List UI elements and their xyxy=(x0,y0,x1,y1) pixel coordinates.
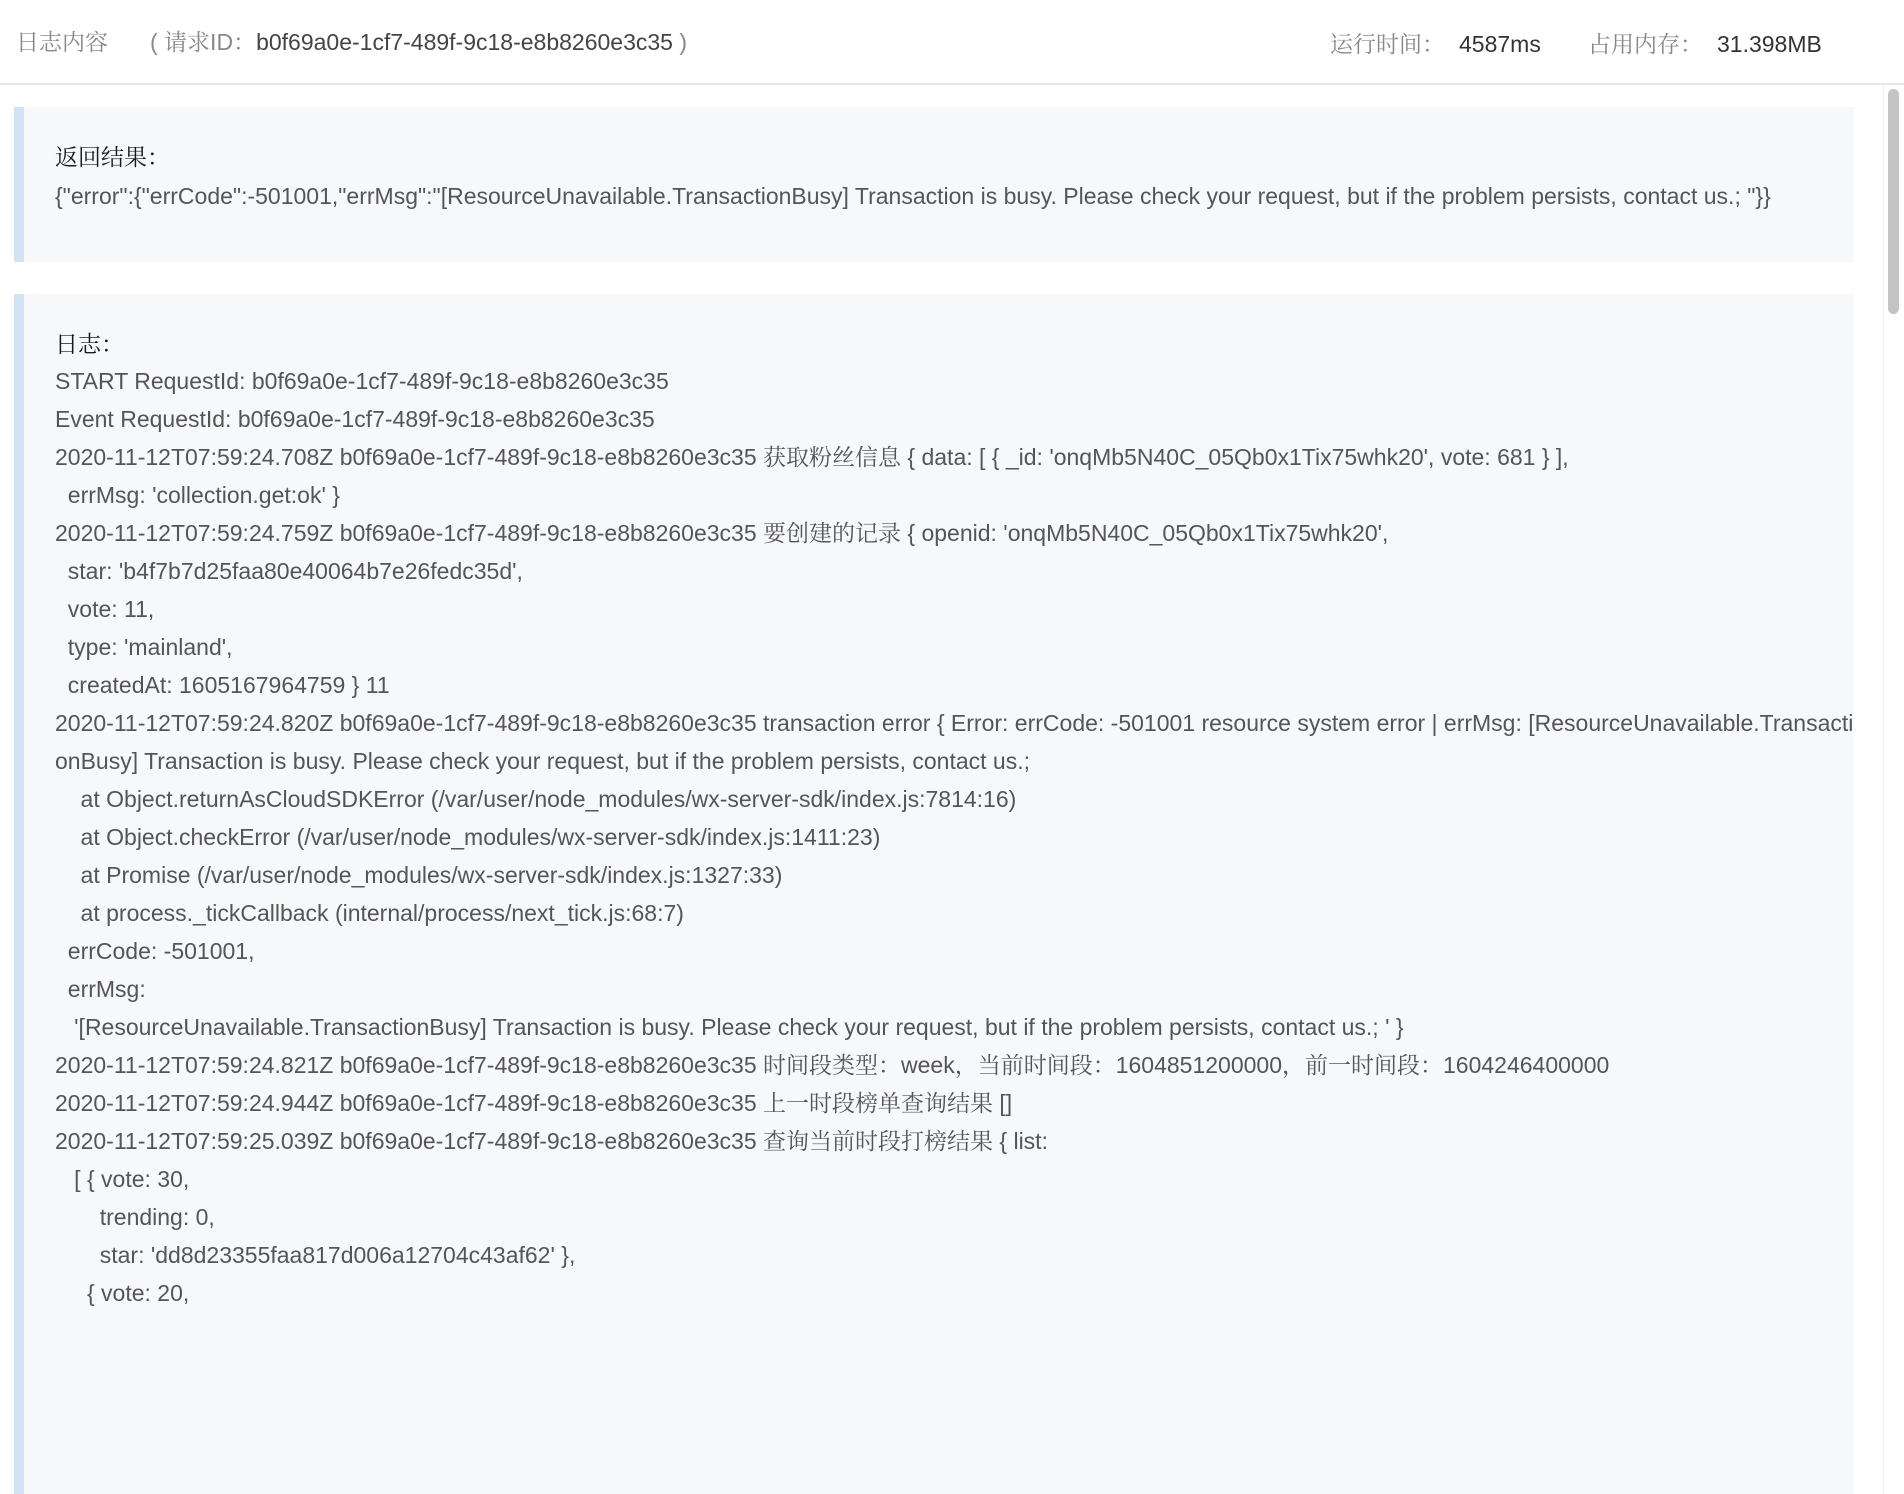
memory-metric xyxy=(1588,26,1822,59)
log-line: 2020-11-12T07:59:24.821Z b0f69a0e-1cf7-489f-9c18-e8b8260e3c35 时间段类型：week，当前时间段：1604851200000，前一时间段：1604246400000 xyxy=(55,1052,1610,1078)
log-line: [ { vote: 30, xyxy=(55,1166,190,1192)
result-heading: 返回结果： xyxy=(55,144,170,170)
vertical-scrollbar[interactable] xyxy=(1883,85,1902,1494)
log-content-title: 日志内容 xyxy=(16,29,108,55)
log-line: at Promise (/var/user/node_modules/wx-server-sdk/index.js:1327:33) xyxy=(55,862,783,888)
log-line: trending: 0, xyxy=(55,1204,215,1230)
log-line: START RequestId: b0f69a0e-1cf7-489f-9c18-e8b8260e3c35 xyxy=(55,368,669,394)
memory-label: 占用内存： xyxy=(1588,31,1703,57)
log-content-scroll-area[interactable] xyxy=(0,85,1904,1494)
log-line: 2020-11-12T07:59:24.759Z b0f69a0e-1cf7-489f-9c18-e8b8260e3c35 要创建的记录 { openid: 'onqMb5N40C_05Qb0x1Tix75whk20', xyxy=(55,520,1389,546)
log-line: vote: 11, xyxy=(55,596,155,622)
log-line: 2020-11-12T07:59:24.820Z b0f69a0e-1cf7-489f-9c18-e8b8260e3c35 transaction error { Error: errCode: -501001 resource system error | errMsg: [ResourceUnavailable.TransactionBusy] Transaction is busy. Please check your request, but if the problem persists, contact us.; xyxy=(55,710,1854,774)
request-id-value: b0f69a0e-1cf7-489f-9c18-e8b8260e3c35 xyxy=(256,29,673,55)
log-line: at process._tickCallback (internal/process/next_tick.js:68:7) xyxy=(55,900,684,926)
runtime-label: 运行时间： xyxy=(1330,31,1445,57)
log-lines xyxy=(55,362,1865,1312)
runtime-metric xyxy=(1330,26,1541,59)
log-line: createdAt: 1605167964759 } 11 xyxy=(55,672,390,698)
result-body: {"error":{"errCode":-501001,"errMsg":"[ResourceUnavailable.TransactionBusy] Transaction is busy. Please check your request, but if the problem persists, contact us.; "}} xyxy=(55,183,1771,209)
log-line: errMsg: 'collection.get:ok' } xyxy=(55,482,340,508)
log-header xyxy=(0,0,1904,85)
log-line: at Object.checkError (/var/user/node_modules/wx-server-sdk/index.js:1411:23) xyxy=(55,824,881,850)
log-line: 2020-11-12T07:59:24.708Z b0f69a0e-1cf7-489f-9c18-e8b8260e3c35 获取粉丝信息 { data: [ { _id: 'onqMb5N40C_05Qb0x1Tix75whk20', vote: 681 } ], xyxy=(55,444,1569,470)
log-line: { vote: 20, xyxy=(55,1280,190,1306)
log-line: errCode: -501001, xyxy=(55,938,255,964)
memory-value: 31.398MB xyxy=(1717,31,1822,57)
log-line: type: 'mainland', xyxy=(55,634,233,660)
log-line: star: 'b4f7b7d25faa80e40064b7e26fedc35d', xyxy=(55,558,523,584)
request-id-prefix: ( 请求ID： xyxy=(150,29,257,55)
request-id-display xyxy=(150,24,687,57)
log-line: errMsg: xyxy=(55,976,146,1002)
log-line: star: 'dd8d23355faa817d006a12704c43af62' }, xyxy=(55,1242,576,1268)
request-id-suffix: ) xyxy=(672,29,688,55)
log-line: '[ResourceUnavailable.TransactionBusy] Transaction is busy. Please check your request, but if the problem persists, contact us.; ' } xyxy=(55,1014,1404,1040)
log-line: Event RequestId: b0f69a0e-1cf7-489f-9c18-e8b8260e3c35 xyxy=(55,406,655,432)
scrollbar-thumb[interactable] xyxy=(1888,89,1899,314)
log-line: 2020-11-12T07:59:25.039Z b0f69a0e-1cf7-489f-9c18-e8b8260e3c35 查询当前时段打榜结果 { list: xyxy=(55,1128,1048,1154)
log-panel xyxy=(14,294,1854,1494)
log-line: at Object.returnAsCloudSDKError (/var/user/node_modules/wx-server-sdk/index.js:7814:16) xyxy=(55,786,1017,812)
log-heading: 日志： xyxy=(55,331,124,357)
runtime-value: 4587ms xyxy=(1459,31,1541,57)
log-line: 2020-11-12T07:59:24.944Z b0f69a0e-1cf7-489f-9c18-e8b8260e3c35 上一时段榜单查询结果 [] xyxy=(55,1090,1013,1116)
result-panel xyxy=(14,107,1854,262)
